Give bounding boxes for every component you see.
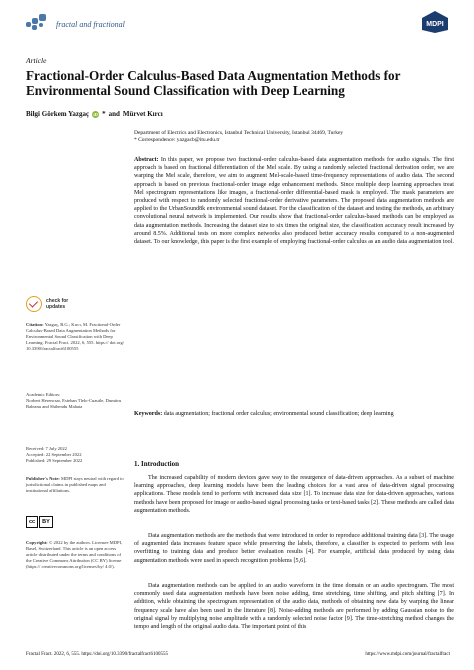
editors-list: Norbert Herencsar, Esteban Tlelo-Cuautle, Dumitru Baleanu and Shibendu Mahata — [26, 398, 122, 409]
abstract-label: Abstract: — [134, 157, 159, 163]
publisher-note-label: Publisher's Note: — [26, 476, 60, 481]
citation-text[interactable]: Yazgaç, B.G.; Kırcı, M. Fractional-Order Calculus-Based Data Augmentation Methods for Environmental Sound Classification with Deep Learning. Fractal Fract. 2022, 6, 555. https:// doi.org/ 10.3390/fractalfract6100555 — [26, 322, 125, 351]
publisher-note-text: MDPI stays neutral with regard to jurisdictional claims in published maps and institutional affiliations. — [26, 476, 124, 493]
copyright-block — [26, 540, 126, 570]
orcid-icon[interactable]: iD — [93, 111, 98, 117]
paragraph: Data augmentation methods are the methods that were introduced in order to reproduce additional training data [3]. The usage of augmented data increases feature space while preserving the labels, therefore, a classifier is expected to perform with less overfitting to training data and produce better evaluation results [4]. For example, artificial data produced by using data augmentation methods were used in speech recognition problems [5,6]. — [134, 533, 454, 564]
citation-block — [26, 322, 126, 352]
page-footer — [26, 652, 450, 657]
journal-name: fractal and fractional — [56, 19, 125, 29]
check-updates-icon — [26, 296, 42, 312]
section-heading: 1. Introduction — [134, 460, 179, 468]
affiliation: Department of Electrics and Electronics, Istanbul Technical University, Istanbul 34469, Turkey — [134, 130, 344, 136]
author-list: Bilgi Görkem Yazgaç iD * and Mürvet Kırcı — [26, 110, 163, 118]
svg-text:MDPI: MDPI — [426, 21, 444, 28]
copyright-text: © 2022 by the authors. Licensee MDPI, Basel, Switzerland. This article is an open access article distributed under the terms and conditions of the Creative Commons Attribution (CC BY) license (https:// creativecommons.org/licenses/by/ 4.0/). — [26, 540, 123, 569]
by-icon: BY — [39, 516, 53, 528]
mdpi-logo-icon[interactable] — [420, 10, 450, 34]
abstract-text: In this paper, we propose two fractional-order calculus-based data augmentation methods for audio signals. The first approach is based on fractional differentiation of the Mel scale. By using a randomly selected fractional derivation order, we are warping the Mel scale, therefore, we aim to augment Mel-scale-based time-frequency representations of audio data. The second approach is based on previous fractional-order image edge enhancement methods. Since multiple deep learning approaches treat Mel spectrogram representations like images, a fractional-order differential-based mask is employed. The mask parameters are produced with respect to randomly selected fractional-order derivative parameters. The proposed data augmentation methods are applied to the UrbanSound8k environmental sound dataset. For the classification of the dataset and testing the methods, an arbitrary convolutional neural network is implemented. Our results show that fractional-order calculus-based methods can be employed as data augmentation methods. Increasing the dataset size to six times the original size, the classification accuracy result increased by around 8.5%. Additional tests on more complex networks also produced better accuracy results compared to a non-augmented dataset. To our knowledge, this paper is the first example of employing fractional-order calculus as an audio data augmentation tool. — [134, 157, 454, 246]
keywords-text: data augmentation; fractional order calculus; environmental sound classification; deep learning — [163, 411, 394, 417]
editors-block — [26, 392, 126, 410]
accepted-date: Accepted: 22 September 2022 — [26, 452, 82, 457]
footer-citation[interactable]: Fractal Fract. 2022, 6, 555. https://doi.org/10.3390/fractalfract6100555 — [26, 652, 168, 657]
fractal-logo-icon — [26, 14, 52, 34]
copyright-label: Copyright: — [26, 540, 48, 545]
journal-header — [26, 8, 450, 42]
keywords — [134, 410, 454, 418]
editors-label: Academic Editors: — [26, 392, 61, 397]
affiliation-block — [134, 130, 454, 144]
check-updates-label: check for updates — [46, 298, 69, 310]
author-1[interactable]: Bilgi Görkem Yazgaç — [26, 110, 90, 118]
cc-icon: cc — [26, 516, 38, 528]
check-updates-badge[interactable] — [26, 296, 82, 312]
article-type: Article — [26, 56, 47, 65]
footer-journal-url[interactable]: https://www.mdpi.com/journal/fractalfract — [365, 652, 450, 657]
citation-label: Citation: — [26, 322, 44, 327]
received-date: Received: 7 July 2022 — [26, 446, 67, 451]
paragraph: The increased capability of modern devices gave way to the resurgence of data-driven approaches. As a subset of machine learning approaches, deep learning models have been the leading choices for a vast area of data-driven signal processing applications. These models tend to perform with increased data size [1]. To increase data size for data-driven approaches, various methods have been proposed for image or audio-based signal processing tasks or text-based tasks [2]. These methods are called data augmentation methods. — [134, 475, 454, 514]
abstract — [134, 156, 454, 246]
dates-block — [26, 446, 126, 464]
correspondence: * Correspondence: yazgacb@itu.edu.tr — [134, 137, 220, 143]
paper-title: Fractional-Order Calculus-Based Data Augmentation Methods for Environmental Sound Classification with Deep Learning — [26, 68, 401, 98]
keywords-label: Keywords: — [134, 411, 163, 417]
publisher-note — [26, 476, 126, 494]
cc-license-badge[interactable] — [26, 516, 53, 528]
author-separator: and — [108, 110, 120, 118]
journal-logo[interactable] — [26, 14, 125, 34]
paragraph: Data augmentation methods can be applied to an audio waveform in the time domain or an audio spectrogram. The most commonly used data augmentation methods have been noise adding, time stretching, time shifting, and pitch shifting [7]. In addition, while obtaining the spectrogram representation of the audio data, methods of obtaining new data by warping the linear frequency scale have also been used in the literature [8]. Noise-adding methods are performed by adding Gaussian noise to the original signal by multiplying noise amplitude with a randomly selected noise factor [9]. The time-stretching method changes the tempo and length of the original audio data. The important point of this — [134, 583, 454, 631]
published-date: Published: 29 September 2022 — [26, 458, 83, 463]
author-2[interactable]: Mürvet Kırcı — [122, 110, 163, 118]
